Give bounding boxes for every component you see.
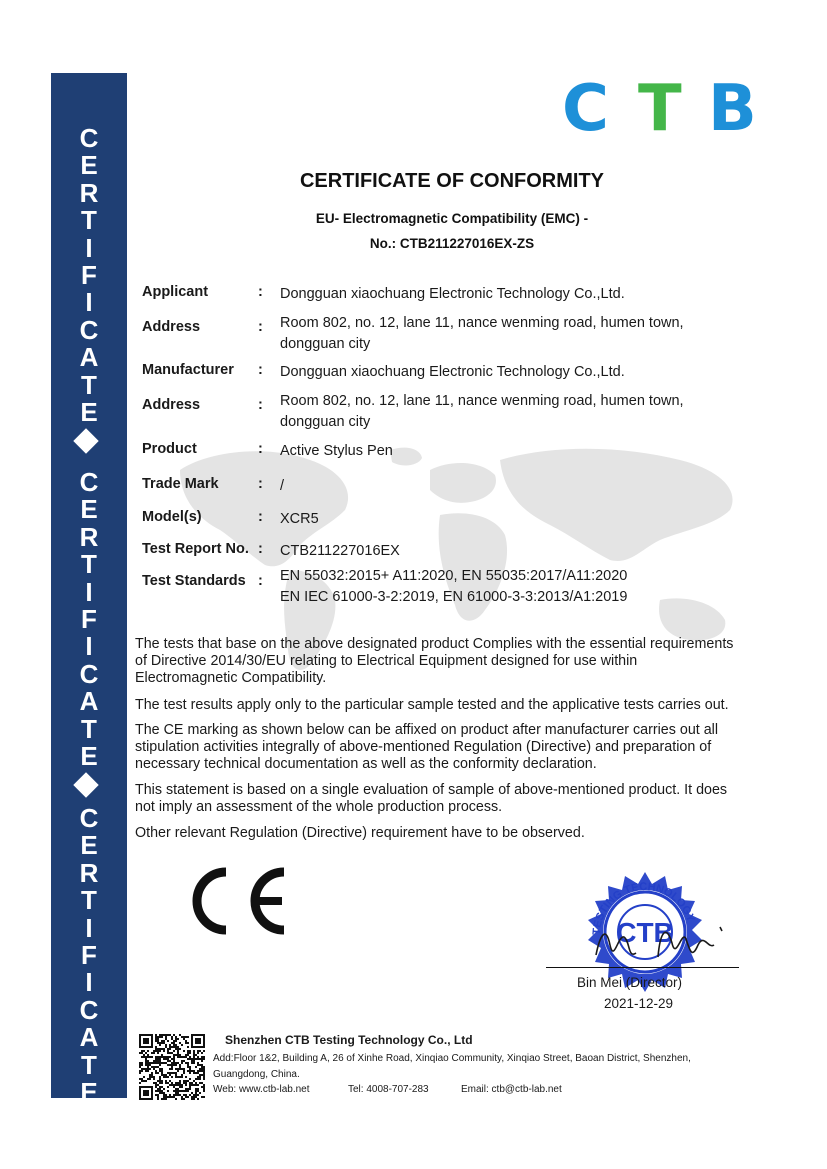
ce-mark-icon [188, 866, 298, 936]
sidebar-letter: C [79, 314, 99, 345]
sidebar-letter: R [79, 177, 99, 208]
sidebar-letter: I [85, 967, 93, 998]
signature-line [546, 967, 739, 968]
ctb-logo [560, 72, 770, 146]
field-colon: : [258, 362, 263, 378]
field-colon: : [258, 476, 263, 492]
field-colon: : [258, 573, 263, 589]
logo-letter-t: T [638, 72, 682, 146]
field-value: Room 802, no. 12, lane 11, nance wenming road, humen town, dongguan city [280, 393, 684, 430]
signature-date: 2021-12-29 [604, 996, 674, 1011]
field-value: XCR5 [280, 511, 319, 527]
field-label: Test Report No. [142, 541, 249, 557]
sidebar-letter: F [81, 604, 97, 634]
field-colon: : [258, 319, 263, 335]
sidebar-letter: C [79, 658, 99, 689]
sidebar-letter: T [81, 713, 97, 744]
sidebar-letter: T [81, 885, 97, 916]
sidebar-diamond-icon [73, 773, 98, 798]
logo-letter-b: B [708, 72, 757, 146]
field-label: Trade Mark [142, 476, 219, 492]
statement-paragraph: The tests that base on the above designated product Complies with the essential requirements of Directive 2014/30/EU relating to Electrical Equipment designed for use within Electromagnetic Compatibility. [135, 636, 734, 686]
footer-company-name: Shenzhen CTB Testing Technology Co., Ltd [225, 1033, 473, 1047]
sidebar-letter: A [79, 686, 99, 717]
qr-code [139, 1034, 205, 1100]
sidebar-letter: E [80, 494, 98, 525]
field-label: Product [142, 441, 197, 457]
field-value: Dongguan xiaochuang Electronic Technology Co.,Ltd. [280, 364, 625, 380]
certificate-subtitle: EU- Electromagnetic Compatibility (EMC) - [315, 211, 589, 226]
field-label: Applicant [142, 284, 209, 300]
sidebar-letter: F [81, 940, 97, 970]
sidebar-letter: I [85, 631, 93, 662]
field-value: Active Stylus Pen [280, 443, 393, 459]
sidebar-letter: C [79, 803, 99, 833]
sidebar-letter: E [80, 830, 98, 861]
statement-paragraph: Other relevant Regulation (Directive) requirement have to be observed. [135, 825, 585, 841]
statement-paragraph: The test results apply only to the particular sample tested and the applicative tests carries out. [135, 697, 729, 713]
sidebar-letter: I [85, 232, 93, 263]
field-label: Manufacturer [142, 362, 234, 378]
sidebar-letter: F [81, 260, 97, 290]
sidebar-letter: E [80, 397, 98, 427]
seal-center-text: CTB [616, 917, 674, 948]
field-label: Model(s) [142, 509, 202, 525]
sidebar-letter: T [81, 205, 97, 236]
logo-letter-c: C [562, 72, 609, 146]
sidebar-diamond-icon [73, 429, 98, 454]
footer-email: Email: ctb@ctb-lab.net [461, 1084, 562, 1095]
field-value: EN 55032:2015+ A11:2020, EN 55035:2017/A11:2020 EN IEC 61000-3-2:2019, EN 61000-3-3:2013/A1:2019 [280, 568, 628, 605]
certificate-title: CERTIFICATE OF CONFORMITY [299, 170, 605, 192]
field-label: Address [142, 319, 201, 335]
statement-paragraph: The CE marking as shown below can be affixed on product after manufacturer carries out all stipulation activities integrally of above-mentioned Regulation (Directive) and preparation of necessary technical documentation as well as the conformity declaration. [135, 722, 719, 772]
footer-tel: Tel: 4008-707-283 [348, 1084, 429, 1095]
sidebar-letter: A [79, 342, 99, 373]
sidebar-letter: I [85, 912, 93, 943]
field-colon: : [258, 541, 263, 557]
sidebar-letter: I [85, 576, 93, 607]
sidebar-letter: C [79, 467, 99, 497]
sidebar-letter: R [79, 857, 99, 888]
footer-address: Add:Floor 1&2, Building A, 26 of Xinhe Road, Xinqiao Community, Xinqiao Street, Baoan District, Shenzhen, Guangdong, China. [213, 1053, 691, 1080]
certificate-number: No.: CTB211227016EX-ZS [369, 236, 535, 251]
sidebar-letter: I [85, 287, 93, 318]
field-value: CTB211227016EX [280, 543, 400, 559]
seal-ring-text: TESTING TECHNOLOGY [590, 880, 697, 936]
sidebar-letter: E [80, 741, 98, 771]
handwritten-signature [588, 915, 738, 970]
statement-paragraph: This statement is based on a single evaluation of sample of above-mentioned product. It does not imply an assessment of the whole production process. [135, 782, 728, 815]
field-value: Dongguan xiaochuang Electronic Technology Co.,Ltd. [280, 286, 625, 302]
certificate-sidebar-band [51, 73, 127, 1107]
sidebar-letter: C [79, 123, 99, 153]
footer-web: Web: www.ctb-lab.net [213, 1084, 310, 1095]
sidebar-letter: E [80, 150, 98, 181]
sidebar-letter: R [79, 521, 99, 552]
field-value: Room 802, no. 12, lane 11, nance wenming road, humen town, dongguan city [280, 315, 684, 352]
field-colon: : [258, 509, 263, 525]
field-label: Test Standards [142, 573, 246, 589]
sidebar-letter: E [80, 1077, 98, 1107]
sidebar-letter: A [79, 1022, 99, 1053]
sidebar-letter: T [81, 1049, 97, 1080]
field-colon: : [258, 397, 263, 413]
sidebar-letter: T [81, 549, 97, 580]
field-label: Address [142, 397, 201, 413]
field-value: / [280, 478, 285, 494]
sidebar-letter: C [79, 994, 99, 1025]
field-colon: : [258, 284, 263, 300]
sidebar-letter: T [81, 369, 97, 400]
field-colon: : [258, 441, 263, 457]
signatory-name: Bin Mei (Director) [577, 975, 683, 990]
